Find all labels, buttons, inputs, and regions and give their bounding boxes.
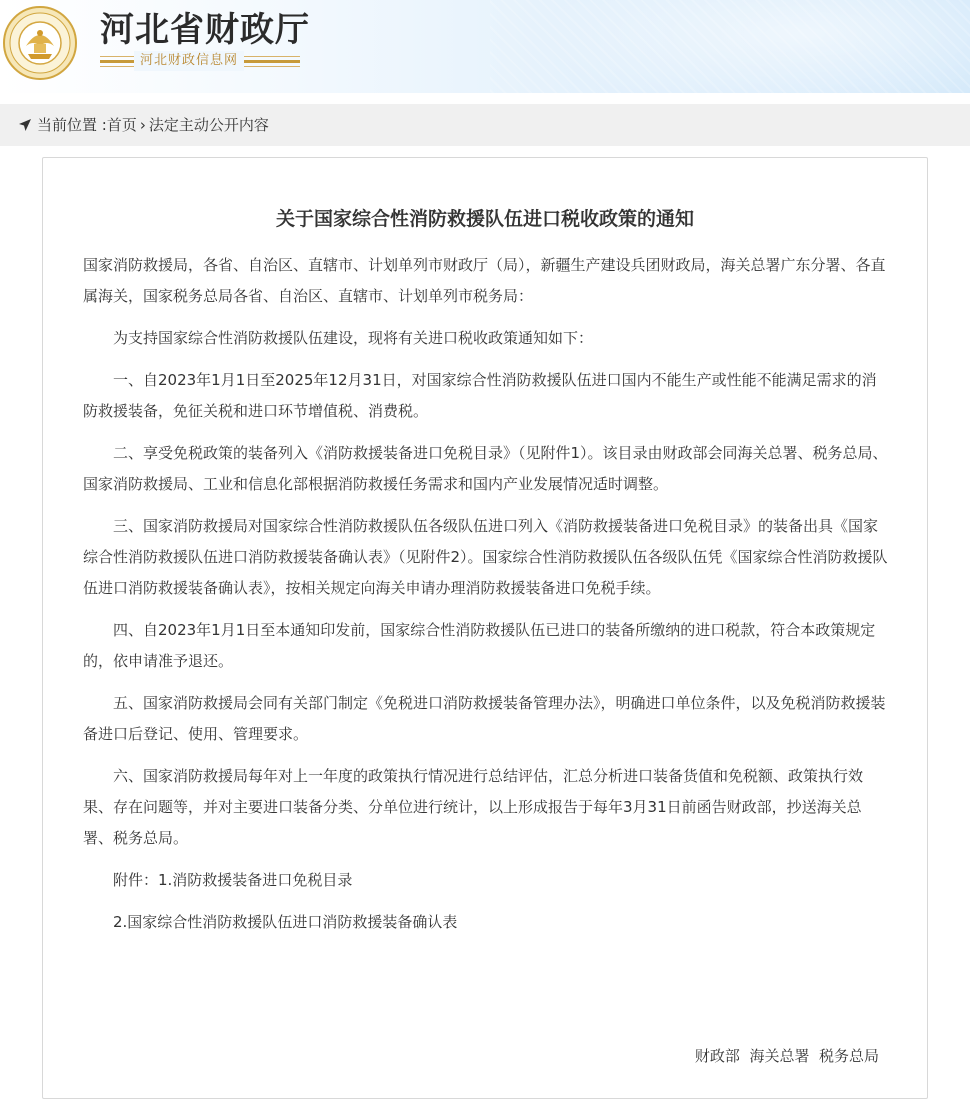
- breadcrumb: [0, 104, 970, 146]
- article-paragraph: 六、国家消防救援局每年对上一年度的政策执行情况进行总结评估，汇总分析进口装备货值和免税额、政策执行效果、存在问题等，并对主要进口装备分类、分单位进行统计，以上形成报告于每年3月31日前函告财政部，抄送海关总署、税务总局。: [83, 767, 864, 847]
- article-panel: [42, 157, 928, 1099]
- attachment-item[interactable]: 2.国家综合性消防救援队伍进口消防救援装备确认表: [113, 913, 458, 931]
- site-subtitle-text: 河北财政信息网: [134, 51, 244, 71]
- article-addressee: 国家消防救援局，各省、自治区、直辖市、计划单列市财政厅（局），新疆生产建设兵团财政局，海关总署广东分署、各直属海关，国家税务总局各省、自治区、直辖市、计划单列市税务局：: [83, 256, 886, 305]
- article-paragraph: 五、国家消防救援局会同有关部门制定《免税进口消防救援装备管理办法》，明确进口单位条件，以及免税消防救援装备进口后登记、使用、管理要求。: [83, 694, 886, 743]
- article-paragraph: 二、享受免税政策的装备列入《消防救援装备进口免税目录》（见附件1）。该目录由财政部会同海关总署、税务总局、国家消防救援局、工业和信息化部根据消防救援任务需求和国内产业发展情况适时调整。: [83, 444, 888, 493]
- header-decoration: [490, 0, 970, 93]
- article-body: [83, 250, 889, 949]
- article-paragraph: 四、自2023年1月1日至本通知印发前，国家综合性消防救援队伍已进口的装备所缴纳的进口税款，符合本政策规定的，依申请准予退还。: [83, 621, 876, 670]
- article-paragraph: 为支持国家综合性消防救援队伍建设，现将有关进口税收政策通知如下：: [113, 329, 594, 347]
- hebei-finance-emblem-icon[interactable]: [3, 6, 77, 80]
- chevron-right-icon: ›: [139, 116, 146, 134]
- site-header: [0, 0, 970, 93]
- attachment-item[interactable]: 附件：1.消防救援装备进口免税目录: [113, 871, 353, 889]
- article-paragraph: 三、国家消防救援局对国家综合性消防救援队伍各级队伍进口列入《消防救援装备进口免税目录》的装备出具《国家综合性消防救援队伍进口消防救援装备确认表》（见附件2）。国家综合性消防救援队伍各级队伍凭《国家综合性消防救援队伍进口消防救援装备确认表》，按相关规定向海关申请办理消防救援装备进口免税手续。: [83, 517, 888, 597]
- site-subtitle: [100, 51, 300, 71]
- breadcrumb-label: 当前位置 :: [37, 116, 107, 134]
- breadcrumb-trail: [37, 104, 269, 146]
- breadcrumb-home-link[interactable]: 首页: [106, 116, 137, 134]
- site-title: 河北省财政厅: [100, 10, 310, 50]
- location-arrow-icon: [18, 118, 32, 132]
- breadcrumb-current-link[interactable]: 法定主动公开内容: [148, 116, 269, 134]
- article-paragraph: 一、自2023年1月1日至2025年12月31日，对国家综合性消防救援队伍进口国内不能生产或性能不能满足需求的消防救援装备，免征关税和进口环节增值税、消费税。: [83, 371, 877, 420]
- article-title: 关于国家综合性消防救援队伍进口税收政策的通知: [275, 208, 694, 230]
- issuer-signature: 财政部 海关总署 税务总局: [694, 1047, 879, 1065]
